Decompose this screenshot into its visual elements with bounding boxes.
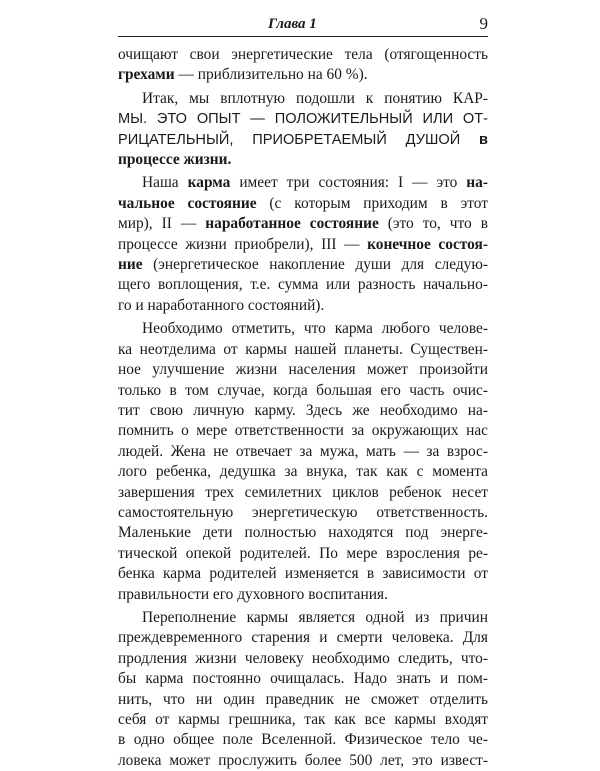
text-segment: преждевременного старения и смерти человека. Для: [118, 629, 488, 647]
text-segment: самостоятельную энергетическую ответственность.: [118, 503, 488, 521]
text-line: [118, 360, 488, 380]
text-line: [118, 130, 488, 150]
text-line: [118, 194, 488, 214]
text-segment: бенка карма родителей изменяется в зависимости от: [118, 565, 488, 583]
text-segment: Необходимо отметить, что карма любого челове-: [142, 320, 488, 338]
text-segment: завершения трех семилетних циклов ребенок несет: [118, 483, 488, 501]
text-line: [118, 690, 488, 710]
text-segment: процессе жизни приобрели), III —: [118, 235, 368, 253]
text-line: [118, 150, 488, 170]
bold-text: карма: [187, 174, 231, 192]
text-line: [118, 401, 488, 421]
text-line: [118, 421, 488, 441]
text-line: [118, 564, 488, 584]
text-segment: щего воплощения, т.е. сумма или разность начально-: [118, 276, 488, 294]
text-line: [118, 235, 488, 255]
text-segment: ловека может прослужить более 500 лет, это извест-: [118, 751, 488, 769]
text-segment: ка неотделима от кармы нашей планеты. Существен-: [118, 340, 488, 358]
text-segment: тической опекой родителей. По мере взросления ре-: [118, 544, 488, 562]
running-header: [118, 14, 488, 37]
text-line: [118, 669, 488, 689]
bold-text: в: [460, 131, 488, 148]
text-line: [118, 381, 488, 401]
text-line: [118, 214, 488, 234]
book-page: [118, 14, 488, 771]
text-line: [118, 544, 488, 564]
text-segment: Наша: [142, 174, 188, 192]
text-line: [118, 503, 488, 523]
bold-text: грехами: [118, 66, 175, 84]
body-text: [118, 45, 488, 771]
text-segment: лого ребенка, дедушка за внука, так как с момента: [118, 463, 488, 481]
text-segment: очищают свои энергетические тела (отягощенность: [118, 46, 488, 63]
text-line: [118, 45, 488, 65]
text-line: [118, 523, 488, 543]
text-segment: помнить о мере ответственности за окружающих нас: [118, 422, 488, 440]
bold-text: ние: [118, 256, 143, 274]
text-line: [118, 65, 488, 85]
text-segment: Маленькие дети полностью находятся под энерге-: [118, 524, 488, 542]
text-line: [118, 585, 488, 605]
text-line: [118, 483, 488, 503]
text-segment: (это то, что в: [378, 215, 488, 233]
text-line: [118, 608, 488, 628]
text-line: [118, 751, 488, 771]
text-segment: себя от кармы грешника, так как все кармы входят: [118, 711, 488, 728]
text-segment: продления жизни человеку необходимо следить, что-: [118, 649, 488, 667]
text-line: [118, 255, 488, 275]
text-segment: только в том случае, когда большая его часть очис-: [118, 381, 488, 399]
text-segment: бы карма постоянно очищалась. Надо знать и пом-: [118, 670, 488, 688]
page-number: 9: [479, 14, 488, 33]
text-line: [118, 730, 488, 750]
text-line: [118, 628, 488, 648]
text-line: [118, 296, 488, 316]
text-line: [118, 109, 488, 129]
text-segment: (с которым приходим в этот: [256, 194, 488, 212]
text-segment: РИЦАТЕЛЬНЫЙ, ПРИОБРЕТАЕМЫЙ ДУШОЙ: [118, 131, 461, 148]
text-line: [118, 649, 488, 669]
text-line: [118, 462, 488, 482]
text-segment: МЫ. ЭТО ОПЫТ — ПОЛОЖИТЕЛЬНЫЙ ИЛИ ОТ-: [118, 111, 488, 128]
text-segment: Итак, мы вплотную подошли к понятию КАР-: [142, 89, 488, 107]
text-segment: (энергетическое накопление души для следую-: [142, 256, 488, 274]
text-line: [118, 275, 488, 295]
text-line: [118, 710, 488, 730]
bold-text: чальное состояние: [118, 194, 257, 212]
text-segment: го и наработанного состояний).: [118, 296, 325, 314]
text-segment: ное улучшение жизни населения может произойти: [118, 361, 488, 379]
text-segment: правильности его духовного воспитания.: [118, 585, 388, 603]
bold-text: на-: [466, 174, 488, 192]
text-segment: людей. Жена не отвечает за мужа, мать — за взрос-: [118, 442, 488, 460]
text-line: [118, 89, 488, 109]
text-segment: в одно общее поле Вселенной. Физическое тело че-: [118, 731, 488, 749]
text-segment: нить, что ни один праведник не сможет отделить: [118, 690, 488, 708]
text-segment: тит свою личную карму. Здесь же необходимо на-: [118, 401, 488, 419]
text-line: [118, 340, 488, 360]
text-line: [118, 173, 488, 193]
text-segment: имеет три состояния: I — это: [230, 174, 467, 192]
chapter-title: Глава 1: [268, 16, 317, 32]
text-segment: мир), II —: [118, 215, 206, 233]
bold-text: процессе жизни.: [118, 151, 232, 169]
bold-text: наработанное состояние: [205, 215, 379, 233]
text-segment: Переполнение кармы является одной из причин: [142, 608, 488, 626]
bold-text: конечное состоя-: [367, 235, 488, 253]
text-line: [118, 442, 488, 462]
text-line: [118, 319, 488, 339]
text-segment: — приблизительно на 60 %).: [174, 66, 368, 84]
